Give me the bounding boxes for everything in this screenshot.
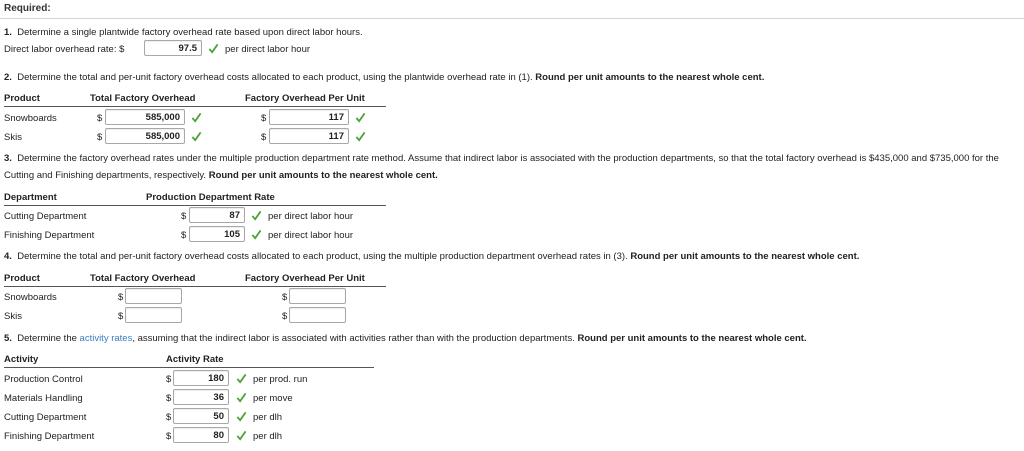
q4-row-snowboards-product: Snowboards — [4, 292, 57, 303]
q4-round-note: Round per unit amounts to the nearest whole cent. — [630, 251, 860, 262]
q3-cutting-unit: per direct labor hour — [268, 211, 354, 222]
q2-row-skis-product: Skis — [4, 132, 22, 143]
q1-prompt — [4, 27, 363, 38]
q4-header-total: Total Factory Overhead — [90, 273, 196, 284]
required-title: Required: — [4, 3, 51, 14]
q4-header-rule — [4, 286, 386, 287]
q2-snowboards-per-unit-input[interactable] — [269, 109, 349, 125]
q2-round-note: Round per unit amounts to the nearest whole cent. — [535, 72, 765, 83]
q2-row-snowboards-unit-dollar: $ — [261, 113, 267, 124]
q3-prompt — [4, 150, 1016, 184]
q5-header-rate: Activity Rate — [166, 354, 224, 365]
q5-production-control-unit: per prod. run — [253, 374, 308, 385]
q4-skis-total-input[interactable] — [125, 307, 182, 323]
q5-materials-handling-check-icon — [236, 392, 247, 403]
q4-row-skis-unit-dollar: $ — [282, 311, 288, 322]
q3-round-note: Round per unit amounts to the nearest whole cent. — [208, 170, 438, 181]
q3-header-department: Department — [4, 192, 57, 203]
q2-skis-total-input[interactable] — [105, 128, 185, 144]
q5-row-finishing-activity: Finishing Department — [4, 431, 95, 442]
q3-row-cutting-department: Cutting Department — [4, 211, 87, 222]
q4-header-per-unit: Factory Overhead Per Unit — [245, 273, 365, 284]
q1-check-icon — [208, 43, 219, 54]
q2-row-skis-total-dollar: $ — [97, 132, 103, 143]
q3-cutting-check-icon — [251, 210, 262, 221]
q5-header-rule — [4, 367, 374, 368]
q2-snowboards-per-unit-check-icon — [355, 112, 366, 123]
q5-materials-handling-rate-input[interactable] — [173, 389, 229, 405]
q3-row-cutting-dollar: $ — [181, 211, 187, 222]
q5-row-cutting-dollar: $ — [166, 412, 172, 423]
q5-production-control-rate-input[interactable] — [173, 370, 229, 386]
q3-finishing-rate-input[interactable] — [189, 226, 245, 242]
q4-text: Determine the total and per-unit factory overhead costs allocated to each product, using the multiple production department overhead rates in (3). — [17, 251, 628, 262]
q4-prompt — [4, 251, 859, 262]
q2-header-per-unit: Factory Overhead Per Unit — [245, 93, 365, 104]
q5-row-materials-handling-activity: Materials Handling — [4, 393, 83, 404]
q4-row-skis-product: Skis — [4, 311, 22, 322]
q5-prompt — [4, 333, 807, 344]
q3-finishing-unit: per direct labor hour — [268, 230, 354, 241]
q1-label: Direct labor overhead rate: $ — [4, 44, 125, 55]
q4-row-snowboards-unit-dollar: $ — [282, 292, 288, 303]
q3-header-rate: Production Department Rate — [146, 192, 275, 203]
q2-header-total: Total Factory Overhead — [90, 93, 196, 104]
q5-text-before: Determine the — [17, 333, 77, 344]
plantwide-rate-input[interactable] — [144, 40, 202, 56]
q5-cutting-check-icon — [236, 411, 247, 422]
q5-header-activity: Activity — [4, 354, 39, 365]
q2-row-snowboards-product: Snowboards — [4, 113, 57, 124]
q4-snowboards-total-input[interactable] — [125, 288, 182, 304]
q2-row-skis-unit-dollar: $ — [261, 132, 267, 143]
q3-row-finishing-dollar: $ — [181, 230, 187, 241]
q2-skis-per-unit-check-icon — [355, 131, 366, 142]
q2-header-product: Product — [4, 93, 40, 104]
q5-finishing-rate-input[interactable] — [173, 427, 229, 443]
q5-finishing-check-icon — [236, 430, 247, 441]
q3-finishing-check-icon — [251, 229, 262, 240]
required-header — [0, 0, 1024, 19]
q1-unit: per direct labor hour — [225, 44, 311, 55]
q4-skis-per-unit-input[interactable] — [289, 307, 346, 323]
activity-rates-link[interactable]: activity rates — [79, 333, 133, 344]
q2-prompt — [4, 72, 764, 83]
q5-row-cutting-activity: Cutting Department — [4, 412, 87, 423]
q2-text: Determine the total and per-unit factory overhead costs allocated to each product, using the plantwide overhead rate in (1). — [17, 72, 533, 83]
q2-snowboards-total-check-icon — [191, 112, 202, 123]
q5-cutting-rate-input[interactable] — [173, 408, 229, 424]
q3-header-rule — [4, 205, 386, 206]
q4-row-snowboards-total-dollar: $ — [118, 292, 124, 303]
q2-header-rule — [4, 106, 386, 107]
q2-skis-per-unit-input[interactable] — [269, 128, 349, 144]
q2-row-snowboards-total-dollar: $ — [97, 113, 103, 124]
q3-cutting-rate-input[interactable] — [189, 207, 245, 223]
q5-row-finishing-dollar: $ — [166, 431, 172, 442]
q5-row-materials-handling-dollar: $ — [166, 393, 172, 404]
q4-row-skis-total-dollar: $ — [118, 311, 124, 322]
q4-number: 4. — [4, 251, 12, 262]
q5-round-note: Round per unit amounts to the nearest whole cent. — [577, 333, 807, 344]
q5-row-production-control-dollar: $ — [166, 374, 172, 385]
q3-text: Determine the factory overhead rates under the multiple production department rate method. Assume that indirect labor is associated with the production departments, so that the total factory overhead is $435,000 and $735,000 for the Cutting and Finishing departments, respectively. — [4, 153, 999, 181]
q5-materials-handling-unit: per move — [253, 393, 293, 404]
q4-header-product: Product — [4, 273, 40, 284]
q1-text: Determine a single plantwide factory overhead rate based upon direct labor hours. — [17, 27, 363, 38]
q2-skis-total-check-icon — [191, 131, 202, 142]
q3-number: 3. — [4, 153, 12, 164]
q2-snowboards-total-input[interactable] — [105, 109, 185, 125]
q5-finishing-unit: per dlh — [253, 431, 283, 442]
q5-cutting-unit: per dlh — [253, 412, 283, 423]
q2-number: 2. — [4, 72, 12, 83]
q5-row-production-control-activity: Production Control — [4, 374, 83, 385]
q1-number: 1. — [4, 27, 12, 38]
q5-production-control-check-icon — [236, 373, 247, 384]
q5-text-after: , assuming that the indirect labor is associated with activities rather than with the production departments. — [132, 333, 575, 344]
q5-number: 5. — [4, 333, 12, 344]
q3-row-finishing-department: Finishing Department — [4, 230, 95, 241]
q4-snowboards-per-unit-input[interactable] — [289, 288, 346, 304]
